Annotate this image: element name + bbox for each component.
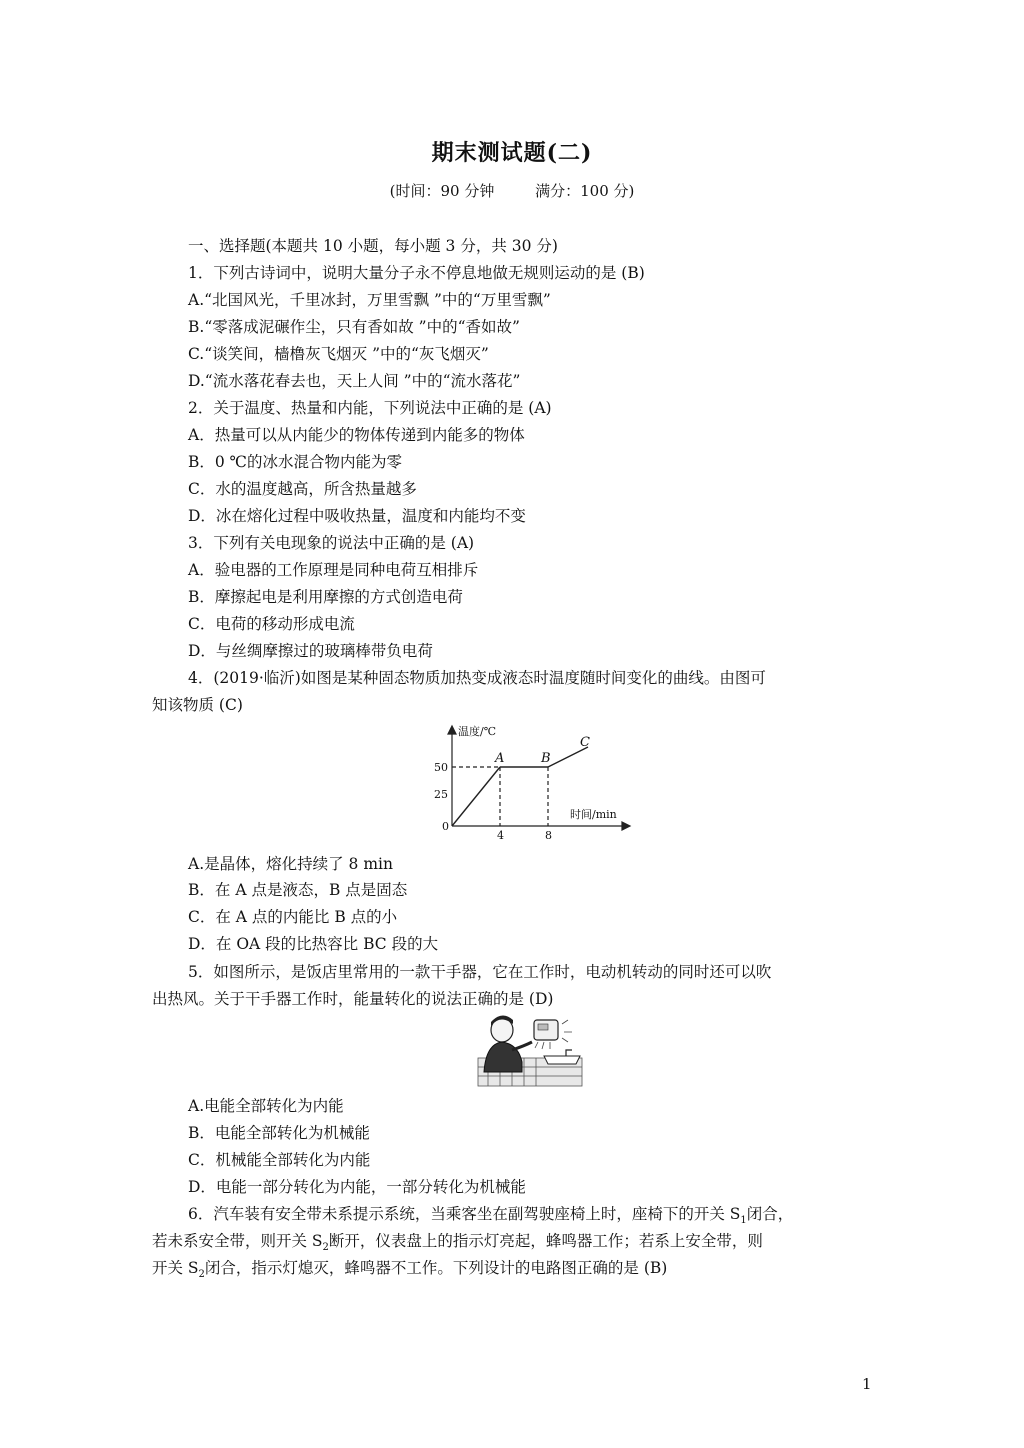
q6-line1 — [188, 1204, 793, 1231]
x-axis-label: 时间/min — [570, 808, 617, 821]
q6-line3-end: 闭合，指示灯熄灭，蜂鸣器不工作。下列设计的电路图正确的是 (B) — [204, 1259, 668, 1277]
q4-stem-line1: 4．(2019·临沂)如图是某种固态物质加热变成液态时温度随时间变化的曲线。由图可 — [188, 669, 766, 687]
point-c-label: C — [580, 735, 590, 750]
q5-option-a: A.电能全部转化为内能 — [188, 1097, 344, 1115]
q2-option-b: B．0 ℃的冰水混合物内能为零 — [188, 453, 403, 471]
q5-option-c: C．机械能全部转化为内能 — [188, 1151, 371, 1169]
q3-option-a: A．验电器的工作原理是同种电荷互相排斥 — [188, 561, 479, 579]
q4-stem-line2: 知该物质 (C) — [152, 696, 243, 714]
temperature-time-graph — [420, 722, 640, 842]
segment-oa — [452, 767, 500, 826]
q5-option-d: D．电能一部分转化为内能，一部分转化为机械能 — [188, 1178, 526, 1196]
y-tick-50: 50 — [434, 761, 448, 774]
section-heading: 一、选择题(本题共 10 小题，每小题 3 分，共 30 分) — [188, 237, 558, 255]
hand-dryer-illustration — [476, 1012, 584, 1088]
q6-line3 — [152, 1258, 667, 1285]
exam-score: 满分：100 分) — [535, 182, 635, 200]
q4-option-a: A.是晶体，熔化持续了 8 min — [188, 855, 393, 873]
q5-stem-line1: 5．如图所示，是饭店里常用的一款干手器，它在工作时，电动机转动的同时还可以吹 — [188, 963, 772, 981]
q3-option-b: B．摩擦起电是利用摩擦的方式创造电荷 — [188, 588, 463, 606]
q6-line2-subscript: 2 — [322, 1242, 329, 1254]
x-tick-4: 4 — [497, 829, 504, 842]
q5-option-b: B．电能全部转化为机械能 — [188, 1124, 370, 1142]
q5-stem-line2: 出热风。关于干手器工作时，能量转化的说法正确的是 (D) — [152, 990, 554, 1008]
q2-option-d: D．冰在熔化过程中吸收热量，温度和内能均不变 — [188, 507, 526, 525]
q2-option-a: A．热量可以从内能少的物体传递到内能多的物体 — [188, 426, 525, 444]
q1-option-c: C.“谈笑间，樯橹灰飞烟灭 ”中的“灰飞烟灭” — [188, 345, 489, 363]
exam-info — [0, 180, 1024, 201]
q4-option-d: D．在 OA 段的比热容比 BC 段的大 — [188, 935, 439, 953]
y-tick-25: 25 — [434, 788, 448, 801]
point-a-label: A — [495, 751, 505, 766]
q1-option-d: D.“流水落花春去也，天上人间 ”中的“流水落花” — [188, 372, 521, 390]
x-axis-arrow — [622, 822, 630, 830]
q6-line1-subscript: 1 — [740, 1215, 747, 1227]
point-b-label: B — [541, 751, 551, 766]
x-tick-8: 8 — [545, 829, 552, 842]
q1-option-b: B.“零落成泥碾作尘，只有香如故 ”中的“香如故” — [188, 318, 520, 336]
q2-option-c: C．水的温度越高，所含热量越多 — [188, 480, 417, 498]
q4-option-b: B．在 A 点是液态，B 点是固态 — [188, 881, 408, 899]
q6-line2-end: 断开，仪表盘上的指示灯亮起，蜂鸣器工作；若系上安全带，则 — [328, 1232, 763, 1250]
y-axis-label: 温度/℃ — [458, 725, 497, 738]
origin-label: 0 — [442, 820, 449, 833]
q1-stem: 1．下列古诗词中，说明大量分子永不停息地做无规则运动的是 (B) — [188, 264, 645, 282]
q6-line3-subscript: 2 — [198, 1269, 205, 1281]
exam-time: (时间：90 分钟 — [389, 182, 495, 200]
q4-option-c: C．在 A 点的内能比 B 点的小 — [188, 908, 398, 926]
q3-stem: 3．下列有关电现象的说法中正确的是 (A) — [188, 534, 475, 552]
q2-stem: 2．关于温度、热量和内能，下列说法中正确的是 (A) — [188, 399, 552, 417]
q1-option-a: A.“北国风光，千里冰封，万里雪飘 ”中的“万里雪飘” — [188, 291, 551, 309]
q6-line1-text: 6．汽车装有安全带未系提示系统，当乘客坐在副驾驶座椅上时，座椅下的开关 S — [188, 1205, 741, 1223]
segment-bc — [548, 747, 588, 767]
y-axis-arrow — [448, 726, 456, 734]
q6-line2-text: 若未系安全带，则开关 S — [152, 1232, 323, 1250]
page-title: 期末测试题(二) — [431, 140, 593, 166]
q6-line1-end: 闭合， — [746, 1205, 794, 1223]
q3-option-d: D．与丝绸摩擦过的玻璃棒带负电荷 — [188, 642, 433, 660]
page-number: 1 — [862, 1375, 872, 1393]
q3-option-c: C．电荷的移动形成电流 — [188, 615, 355, 633]
q6-line2 — [152, 1231, 763, 1258]
q6-line3-text: 开关 S — [152, 1259, 199, 1277]
